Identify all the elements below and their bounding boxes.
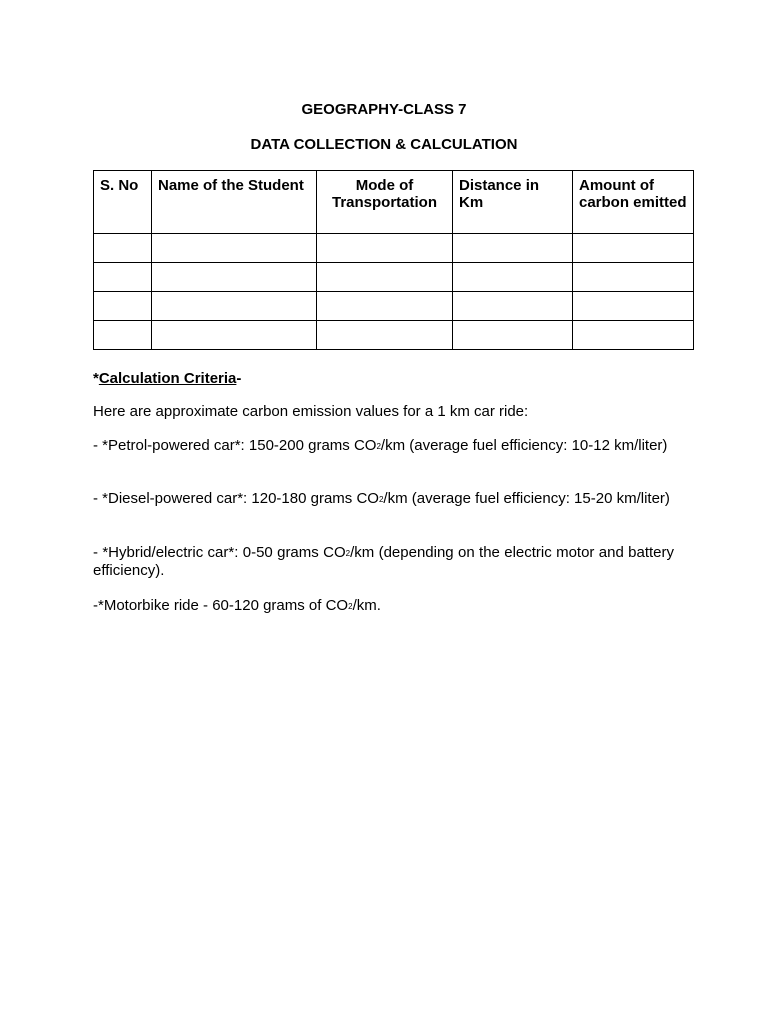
table-row — [94, 292, 694, 321]
table-cell — [453, 321, 573, 350]
table-cell — [573, 234, 694, 263]
data-collection-table — [93, 170, 694, 350]
table-row — [94, 234, 694, 263]
criteria-item-hybrid — [93, 544, 695, 580]
criteria-item-text: /km (depending on the electric motor and battery efficiency). — [93, 544, 695, 580]
table-cell — [152, 292, 317, 321]
criteria-heading-suffix: - — [236, 370, 242, 387]
column-header-carbon-amount: Amount of carbon emitted — [573, 171, 694, 234]
criteria-item-text: /km (average fuel efficiency: 15-20 km/liter) — [383, 490, 670, 507]
table-cell — [573, 263, 694, 292]
table-header-row — [94, 171, 694, 234]
subscript-2: 2 — [348, 602, 353, 612]
column-header-student-name: Name of the Student — [152, 171, 317, 234]
criteria-item-motorbike — [93, 597, 674, 615]
table-cell — [94, 292, 152, 321]
table-cell — [317, 292, 453, 321]
table-cell — [317, 263, 453, 292]
page-title: GEOGRAPHY-CLASS 7 — [301, 101, 467, 118]
criteria-item-text: /km (average fuel efficiency: 10-12 km/liter) — [380, 437, 668, 454]
criteria-item-text: - *Hybrid/electric car*: 0-50 grams CO — [93, 544, 346, 561]
table-cell — [152, 234, 317, 263]
table-row — [94, 321, 694, 350]
subscript-2: 2 — [345, 549, 351, 559]
column-header-serial-no: S. No — [94, 171, 152, 234]
criteria-item-petrol — [93, 437, 674, 455]
criteria-heading-text: Calculation Criteria — [98, 370, 237, 387]
table-cell — [453, 234, 573, 263]
table-cell — [94, 234, 152, 263]
table-cell — [152, 263, 317, 292]
table-cell — [453, 292, 573, 321]
table-cell — [317, 234, 453, 263]
table-cell — [94, 263, 152, 292]
table-cell — [317, 321, 453, 350]
page-subtitle: DATA COLLECTION & CALCULATION — [250, 136, 518, 153]
table-cell — [152, 321, 317, 350]
column-header-transport-mode: Mode of Transportation — [317, 171, 453, 234]
table-cell — [94, 321, 152, 350]
criteria-item-text: -*Motorbike ride - 60-120 grams of CO — [93, 597, 349, 614]
subscript-2: 2 — [378, 495, 384, 505]
column-header-distance: Distance in Km — [453, 171, 573, 234]
criteria-item-text: - *Petrol-powered car*: 150-200 grams CO — [93, 437, 377, 454]
criteria-heading — [93, 370, 674, 388]
table-cell — [573, 321, 694, 350]
table-cell — [453, 263, 573, 292]
criteria-item-diesel — [93, 490, 674, 508]
criteria-intro: Here are approximate carbon emission values for a 1 km car ride: — [93, 403, 529, 420]
criteria-item-text: /km. — [352, 597, 381, 614]
criteria-item-text: - *Diesel-powered car*: 120-180 grams CO — [93, 490, 379, 507]
subscript-2: 2 — [376, 442, 381, 452]
criteria-heading-prefix: * — [93, 370, 99, 387]
table-row — [94, 263, 694, 292]
table-cell — [573, 292, 694, 321]
